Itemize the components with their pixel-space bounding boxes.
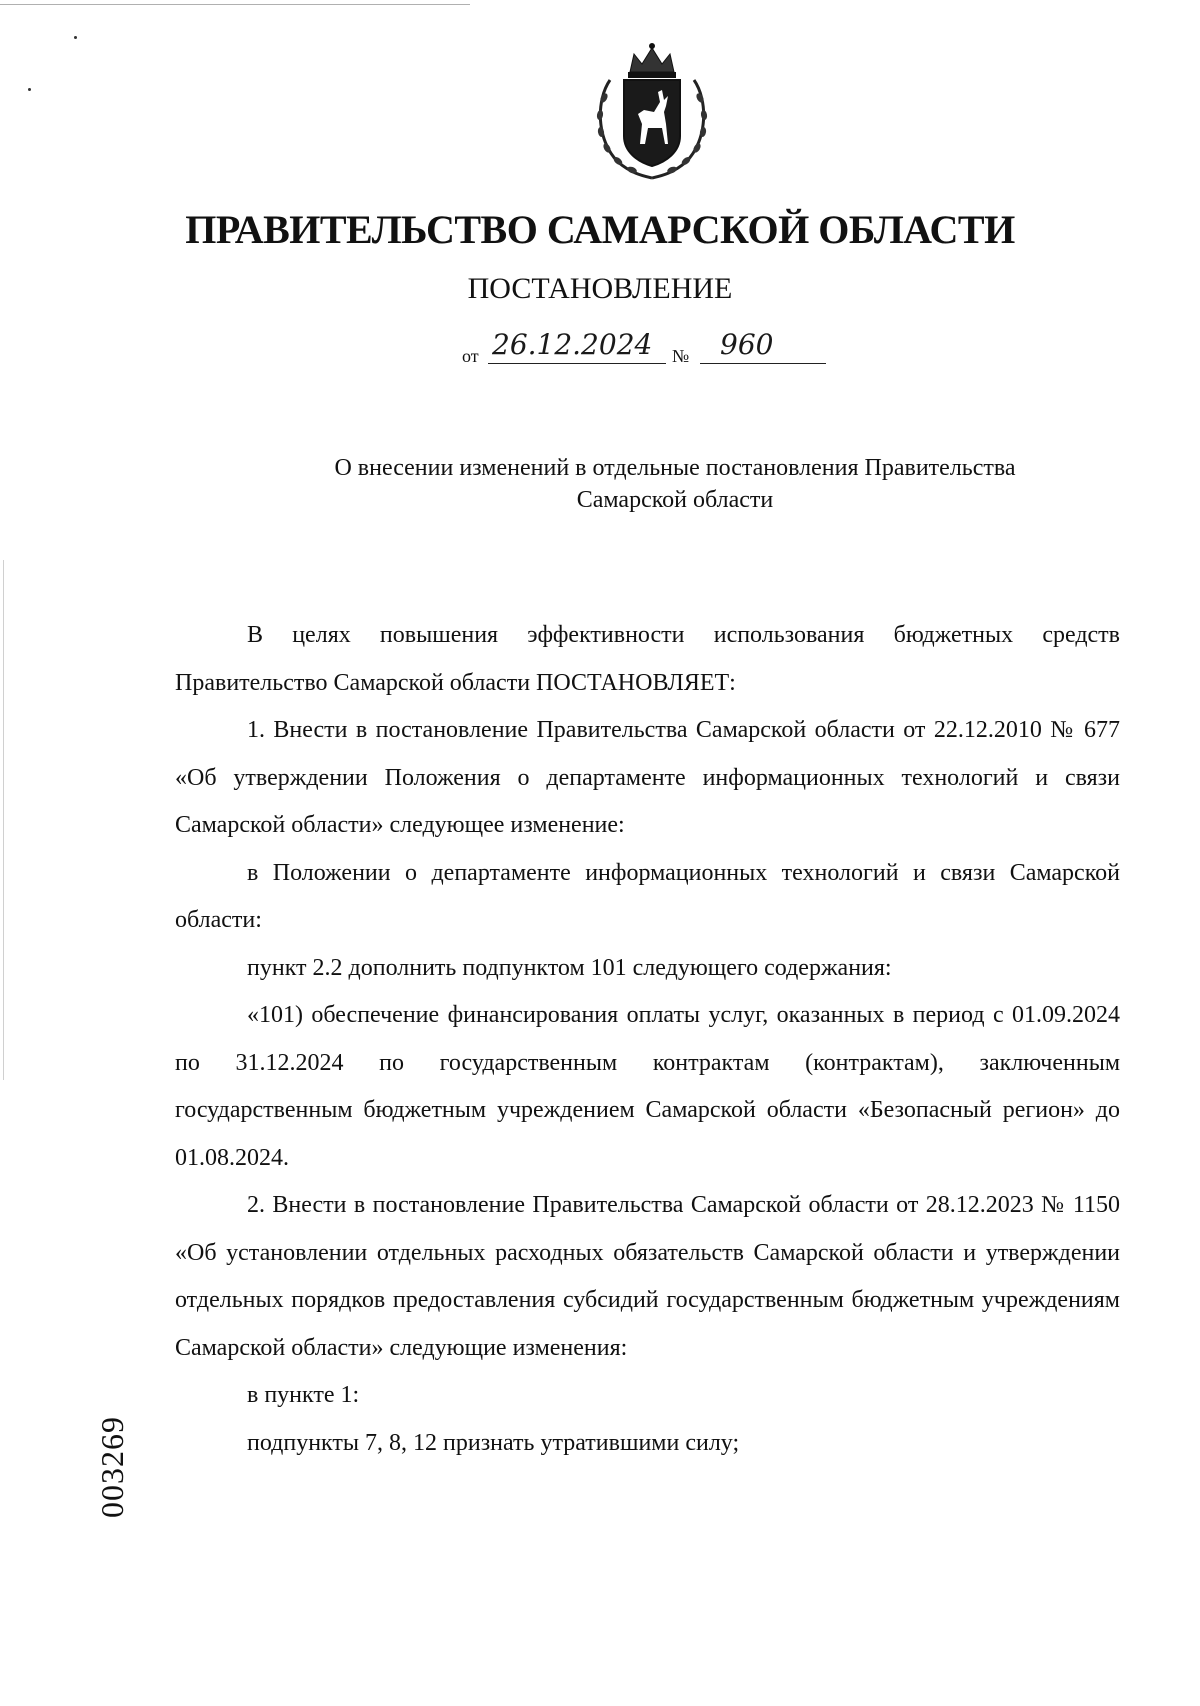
number-prefix: № [672,346,690,366]
side-registration-number: 003269 [94,1416,130,1518]
document-type: ПОСТАНОВЛЕНИЕ [467,272,733,305]
document-subject [240,452,1110,516]
paragraph: в Положении о департаменте информационных технологий и связи Самарской области: [175,859,1120,933]
scan-edge-line [0,4,470,5]
paragraph: пункт 2.2 дополнить подпунктом 101 следующего содержания: [247,954,892,981]
number-underline [700,363,826,364]
subject-line: О внесении изменений в отдельные постановления Правительства [334,455,1016,481]
handwritten-date: 26.12.2024 [492,328,653,361]
paragraph: 1. Внести в постановление Правительства Самарской области от 22.12.2010 № 677 «Об утверждении Положения о департаменте информационных технологий и связи Самарской области» следующее изменение: [175,717,1120,838]
paragraph: 2. Внести в постановление Правительства Самарской области от 28.12.2023 № 1150 «Об установлении отдельных расходных обязательств Самарской области и утверждении отдельных порядков предоставления субсидий государственным бюджетным учреждениям Самарской области» следующие изменения: [175,1192,1120,1361]
registration-line [462,328,852,372]
organization-title: ПРАВИТЕЛЬСТВО САМАРСКОЙ ОБЛАСТИ [185,207,1015,252]
coat-of-arms-emblem [588,40,716,180]
paragraph: В целях повышения эффективности использования бюджетных средств Правительство Самарской области ПОСТАНОВЛЯЕТ: [175,622,1120,696]
scan-edge-line [3,560,4,1080]
scan-speck [28,88,31,91]
handwritten-number: 960 [720,328,774,361]
paragraph: в пункте 1: [247,1382,360,1408]
date-underline [488,363,666,364]
paragraph: подпункты 7, 8, 12 признать утратившими силу; [247,1429,740,1456]
scan-speck [74,36,77,39]
subject-line: Самарской области [576,487,774,513]
paragraph: «101) обеспечение финансирования оплаты услуг, оказанных в период с 01.09.2024 по 31.12.2024 по государственным контрактам (контрактам), заключенным государственным бюджетным учреждением Самарской области «Безопасный регион» до 01.08.2024. [175,1002,1120,1171]
document-body [175,612,1120,1467]
date-prefix: от [462,346,479,366]
